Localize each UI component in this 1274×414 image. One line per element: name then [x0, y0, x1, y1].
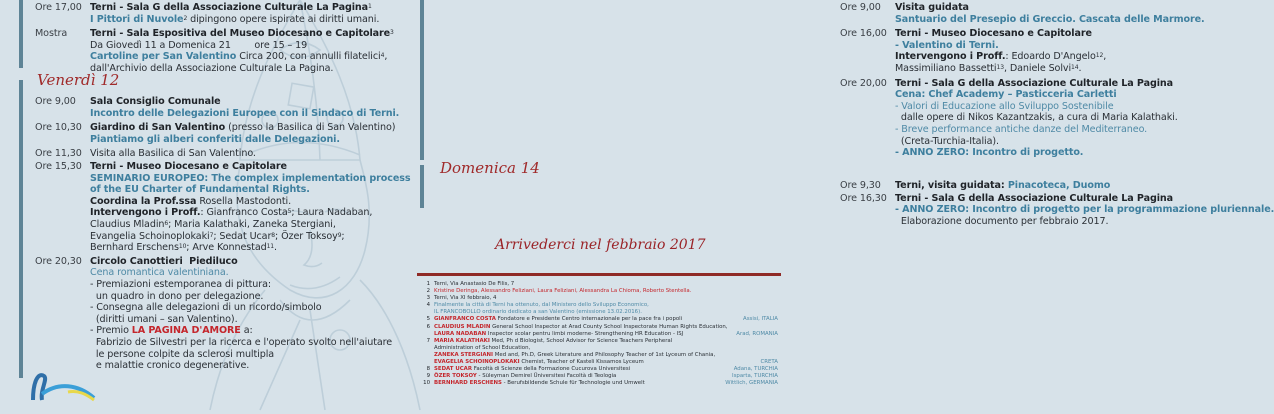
entry-line	[895, 63, 1106, 75]
footnote-location: CRETA	[760, 359, 778, 366]
entry-line	[895, 124, 1178, 136]
entry-time: Ore 9,30	[840, 180, 881, 191]
entry-time: Ore 11,30	[35, 148, 82, 160]
entry-line	[895, 2, 1205, 14]
entry-line	[895, 147, 1178, 159]
text-run: ; Laura Nadaban,	[291, 207, 373, 219]
text-run: a:	[240, 325, 253, 337]
text-run: LAURA NADABAN	[434, 330, 487, 337]
section-bar	[19, 80, 23, 378]
entry-line	[895, 78, 1178, 90]
footnote-text	[434, 345, 530, 352]
text-run: Terni - Sala G della Associazione Culturale La Pagina	[895, 77, 1174, 89]
entry-line	[90, 40, 394, 52]
section-bar	[420, 0, 424, 160]
footnote	[420, 316, 800, 323]
text-run: - Berufsbildende Schule für Technologie und Umwelt	[501, 380, 645, 387]
text-run: Terni, Via XI febbraio, 4	[434, 295, 497, 302]
footnote-text	[434, 288, 691, 295]
text-run: Finalmente la città di Terni ha ottenuto, dal Ministero dello Sviluppo Economico,	[434, 302, 649, 309]
text-run: - Premiazioni estemporanea di pittura:	[90, 278, 272, 290]
text-run: .	[274, 242, 277, 254]
divider	[417, 273, 781, 276]
entry-line	[90, 122, 395, 134]
footnote-ref: 11	[266, 243, 275, 251]
entry-details	[895, 78, 1178, 159]
footnote-text	[434, 302, 649, 309]
footnote-text	[434, 316, 682, 323]
text-run: Visita guidata	[895, 2, 969, 13]
footnote	[420, 345, 800, 352]
text-run: : Edoardo D'Angelo	[1005, 51, 1096, 63]
text-run: Circolo Canottieri Piediluco	[90, 255, 238, 267]
entry-line	[895, 204, 1274, 216]
entry-line	[90, 148, 256, 160]
entry-line	[90, 360, 392, 372]
text-run: Da Giovedì 11 a Domenica 21 ore 15 – 19	[90, 39, 308, 51]
entry-line	[895, 14, 1205, 26]
text-run: - Premio	[90, 325, 132, 337]
footnote	[420, 309, 800, 316]
organization-logo	[28, 370, 98, 400]
footnote	[420, 380, 800, 387]
text-run: ; Maria Kalathaki, Zaneka Stergiani,	[168, 218, 336, 230]
entry-line	[90, 256, 392, 268]
text-run: SEDAT UCAR	[434, 366, 473, 373]
footnote-text	[434, 373, 616, 380]
entry-line	[90, 242, 410, 254]
entry-line	[90, 279, 392, 291]
entry-details	[90, 96, 399, 119]
text-run: Claudius Mladin	[90, 218, 165, 230]
entry-details	[90, 161, 410, 254]
footnote-text	[434, 324, 728, 331]
footnote	[420, 324, 800, 331]
entry-details	[90, 122, 395, 145]
footnote-number: 9	[426, 373, 430, 380]
closing-message: Arrivederci nel febbraio 2017	[495, 237, 706, 253]
entry-details	[895, 2, 1205, 25]
footnote	[420, 302, 800, 309]
footnote-number: 2	[426, 288, 430, 295]
text-run: I Pittori di Nuvole	[90, 13, 184, 25]
entry-line	[90, 63, 394, 75]
text-run: Fondatore e Presidente Centro internazionale per la pace fra i popoli	[495, 316, 683, 323]
text-run: ;	[341, 230, 345, 242]
entry-line	[90, 108, 399, 120]
entry-line	[90, 325, 392, 337]
entry-time: Ore 9,00	[840, 2, 881, 13]
entry-details	[895, 180, 1110, 192]
entry-time: Ore 9,00	[35, 96, 76, 107]
text-run: ZANEKA STERGIANI	[434, 351, 494, 358]
entry-line	[90, 96, 399, 108]
text-run: le persone colpite da sclerosi multipla	[90, 348, 275, 360]
footnote	[420, 288, 800, 295]
footnote-number: 4	[426, 302, 430, 309]
footnote-text	[434, 352, 715, 359]
entry-details	[895, 193, 1274, 228]
text-run: - Süleyman Demirel Üniversitesi Facoltà di Teologia	[476, 373, 617, 380]
section-bar	[19, 0, 23, 68]
footnote-number: 8	[426, 366, 430, 373]
footnote-text	[434, 281, 514, 288]
text-run: : Gianfranco Costa	[200, 207, 288, 219]
footnote	[420, 338, 800, 345]
entry-line	[90, 349, 392, 361]
text-run: Terni - Sala G della Associazione Culturale La Pagina	[895, 192, 1174, 204]
text-run: Elaborazione documento per febbraio 2017.	[895, 215, 1109, 227]
entry-line	[895, 89, 1178, 101]
text-run: - ANNO ZERO: Incontro di progetto per la programmazione pluriennale.	[895, 204, 1274, 216]
entry-line	[90, 231, 410, 243]
entry-time: Mostra	[35, 28, 68, 40]
text-run: Massimiliano Bassetti	[895, 62, 997, 74]
entry-line	[90, 314, 392, 326]
footnote-text	[434, 338, 672, 345]
text-run: - Valori di Educazione allo Sviluppo Sostenibile	[895, 100, 1114, 112]
footnote-text	[434, 380, 645, 387]
footnote-text	[434, 309, 642, 316]
text-run: (diritti umani – san Valentino).	[90, 313, 238, 325]
entry-time: Ore 20,30	[35, 255, 82, 267]
text-run: Terni - Museo Diocesano e Capitolare	[90, 161, 287, 172]
text-run: dipingono opere ispirate ai diritti umani.	[187, 13, 380, 25]
footnote-ref: 5	[287, 208, 292, 216]
section-bar	[420, 165, 424, 208]
text-run: e malattie cronico degenerative.	[90, 360, 250, 372]
text-run: BERNHARD ERSCHENS	[434, 380, 502, 387]
text-run: Facoltà di Scienze della Formazione Cucurova Universitesi	[472, 366, 631, 373]
footnote-ref: 10	[178, 243, 187, 251]
entry-line	[90, 134, 395, 146]
footnote-ref: 3	[390, 29, 394, 37]
text-run: Terni - Sala Espositiva del Museo Diocesano e Capitolare	[90, 28, 391, 40]
entry-details	[90, 148, 256, 160]
entry-line	[895, 193, 1274, 205]
text-run: Inspector scolar pentru limbi moderne- Strengthening HR Education - ISJ	[486, 330, 684, 337]
text-run: , Daniele Solvi	[1003, 62, 1072, 74]
text-run: Giardino di San Valentino	[90, 122, 226, 134]
footnote-number: 6	[426, 323, 430, 330]
text-run: un quadro in dono per delegazione.	[90, 290, 264, 302]
text-run: - Valentino di Terni.	[895, 39, 999, 51]
footnote-ref: 13	[996, 63, 1004, 71]
footnote-text	[434, 331, 683, 338]
entry-line	[90, 267, 392, 279]
day-title-sunday: Domenica 14	[440, 159, 540, 177]
day-title-friday: Venerdì 12	[37, 71, 120, 89]
footnote-ref: 2	[183, 14, 188, 22]
text-run: - ANNO ZERO: Incontro di progetto.	[895, 147, 1084, 159]
text-run: IL FRANCOBOLLO ordinario dedicato a san Valentino (emissione 13.02.2016).	[434, 309, 642, 316]
footnote-location: Isparta, TURCHIA	[732, 373, 778, 380]
text-run: Terni, Via Anastasio De Filis, 7	[434, 281, 515, 287]
entry-time: Ore 10,30	[35, 122, 82, 134]
footnote	[420, 352, 800, 359]
entry-line	[90, 302, 392, 314]
entry-time: Ore 16,00	[840, 28, 887, 40]
entry-line	[90, 51, 394, 63]
entry-time: Ore 20,00	[840, 77, 887, 89]
footnote	[420, 331, 800, 338]
text-run: of the EU Charter of Fundamental Rights.	[90, 184, 310, 196]
entry-line	[895, 216, 1274, 228]
entry-line	[90, 184, 410, 196]
text-run: ; Arve Konnestad	[186, 242, 267, 254]
text-run: MARIA KALATHAKI	[434, 337, 490, 344]
text-run: GIANFRANCO COSTA	[434, 316, 496, 323]
text-run: Visita alla Basilica di San Valentino.	[90, 148, 256, 160]
footnote-number: 5	[426, 316, 430, 323]
text-run: Piantiamo gli alberi conferiti dalle Delegazioni.	[90, 133, 340, 145]
text-run: LA PAGINA D'AMORE	[131, 325, 241, 337]
entry-line	[895, 136, 1178, 148]
footnote-number: 10	[423, 380, 430, 387]
text-run: (presso la Basilica di San Valentino)	[225, 122, 396, 134]
entry-details	[90, 256, 392, 372]
text-run: Bernhard Erschens	[90, 242, 179, 254]
entry-line	[90, 2, 379, 14]
text-run: Evangelia Schoinoplokaki	[90, 230, 210, 242]
footnote-number: 7	[426, 337, 430, 344]
text-run: Terni - Museo Diocesano e Capitolare	[895, 28, 1092, 40]
text-run: ; Sedat Ucar	[213, 230, 272, 242]
text-run: Rosella Mastodonti.	[196, 195, 292, 207]
entry-time: Ore 15,30	[35, 161, 82, 172]
text-run: Kristine Deringa, Alessandro Feliziani, Laura Feliziani, Alessandra La Chioma, Roberto Stentella.	[434, 288, 692, 295]
text-run: ,	[1103, 51, 1107, 63]
footnote-ref: 9	[337, 231, 342, 239]
footnote-location: Assisi, ITALIA	[743, 316, 778, 323]
footnote-ref: 14	[1071, 63, 1079, 71]
footnote-location: Wittlich, GERMANIA	[725, 380, 778, 387]
text-run: Med and, Ph.D, Greek Literature and Philosophy Teacher of 1st Lyceum of Chania,	[493, 351, 716, 358]
text-run: Terni - Sala G della Associazione Culturale La Pagina	[90, 2, 369, 13]
text-run: EVAGELIA SCHOINOPLOKAKI	[434, 359, 520, 366]
entry-line	[895, 180, 1110, 192]
text-run: CLAUDIUS MLADIN	[434, 323, 491, 330]
text-run: ,	[384, 51, 388, 63]
footnote-ref: 1	[368, 3, 372, 10]
entry-line	[90, 161, 410, 173]
entry-details	[90, 2, 379, 25]
entry-line	[895, 40, 1106, 52]
text-run: Intervengono i Proff.	[90, 207, 201, 219]
footnote-location: Adana, TURCHIA	[733, 366, 778, 373]
footnote	[420, 281, 800, 288]
text-run: .	[1078, 62, 1082, 74]
text-run: - Breve performance antiche danze del Mediterraneo.	[895, 123, 1148, 135]
text-run: (Creta-Turchia-Italia).	[895, 135, 999, 147]
footnote-ref: 7	[209, 231, 214, 239]
footnote-location: Arad, ROMANIA	[736, 330, 778, 337]
entry-line	[895, 112, 1178, 124]
text-run: SEMINARIO EUROPEO: The complex implementation process	[90, 172, 411, 184]
footnote-ref: 6	[164, 219, 169, 227]
entry-line	[90, 173, 410, 185]
text-run: Pinacoteca, Duomo	[1007, 180, 1111, 191]
text-run: - Consegna alle delegazioni di un ricordo/simbolo	[90, 302, 322, 314]
entry-time: Ore 16,30	[840, 192, 887, 204]
entry-line	[90, 337, 392, 349]
text-run: Santuario del Presepio di Greccio. Cascata delle Marmore.	[895, 13, 1205, 25]
entry-line	[90, 28, 394, 40]
entry-line	[90, 196, 410, 208]
text-run: Med, Ph d Biologist, School Advisor for Science Teachers Peripheral	[489, 337, 673, 344]
text-run: ; Özer Toksoy	[275, 230, 338, 242]
footnotes	[420, 281, 800, 387]
text-run: Coordina la Prof.ssa	[90, 195, 197, 207]
entry-details	[895, 28, 1106, 74]
footnote	[420, 373, 800, 380]
entry-line	[895, 51, 1106, 63]
footnote-number: 1	[426, 281, 430, 287]
text-run: Administration of School Education,	[434, 344, 531, 351]
text-run: Incontro delle Delegazioni Europee con il Sindaco di Terni.	[90, 107, 400, 119]
entry-line	[90, 219, 410, 231]
text-run: Cartoline per San Valentino	[90, 51, 237, 63]
entry-details	[90, 28, 394, 74]
entry-time: Ore 17,00	[35, 2, 82, 13]
text-run: Cena romantica valentiniana.	[90, 267, 229, 279]
text-run: Cena: Chef Academy – Pasticceria Carletti	[895, 89, 1117, 101]
text-run: Chemist, Teacher of Kasteli Kissamos Lyceum	[519, 359, 644, 366]
footnote-ref: 4	[380, 52, 385, 60]
entry-line	[90, 207, 410, 219]
text-run: Intervengono i Proff.	[895, 51, 1006, 63]
entry-line	[895, 101, 1178, 113]
text-run: Fabrizio de Silvestri per la ricerca e l'operato svolto nell'aiutare	[90, 336, 393, 348]
entry-line	[90, 291, 392, 303]
text-run: Terni, visita guidata:	[895, 180, 1008, 191]
text-run: ÖZER TOKSOY	[434, 373, 477, 380]
footnote-ref: 8	[271, 231, 276, 239]
text-run: General School Inspector at Arad County School Inspectorate Human Rights Education,	[490, 323, 728, 330]
text-run: Sala Consiglio Comunale	[90, 96, 221, 107]
footnote-ref: 12	[1095, 52, 1104, 60]
text-run: Circa 200, con annulli filatelici	[236, 51, 381, 63]
entry-line	[90, 14, 379, 26]
text-run: dalle opere di Nikos Kazantzakis, a cura di Maria Kalathaki.	[895, 112, 1178, 124]
entry-line	[895, 28, 1106, 40]
text-run: dall'Archivio della Associazione Culturale La Pagina.	[90, 62, 334, 74]
footnote-number: 3	[426, 295, 430, 302]
